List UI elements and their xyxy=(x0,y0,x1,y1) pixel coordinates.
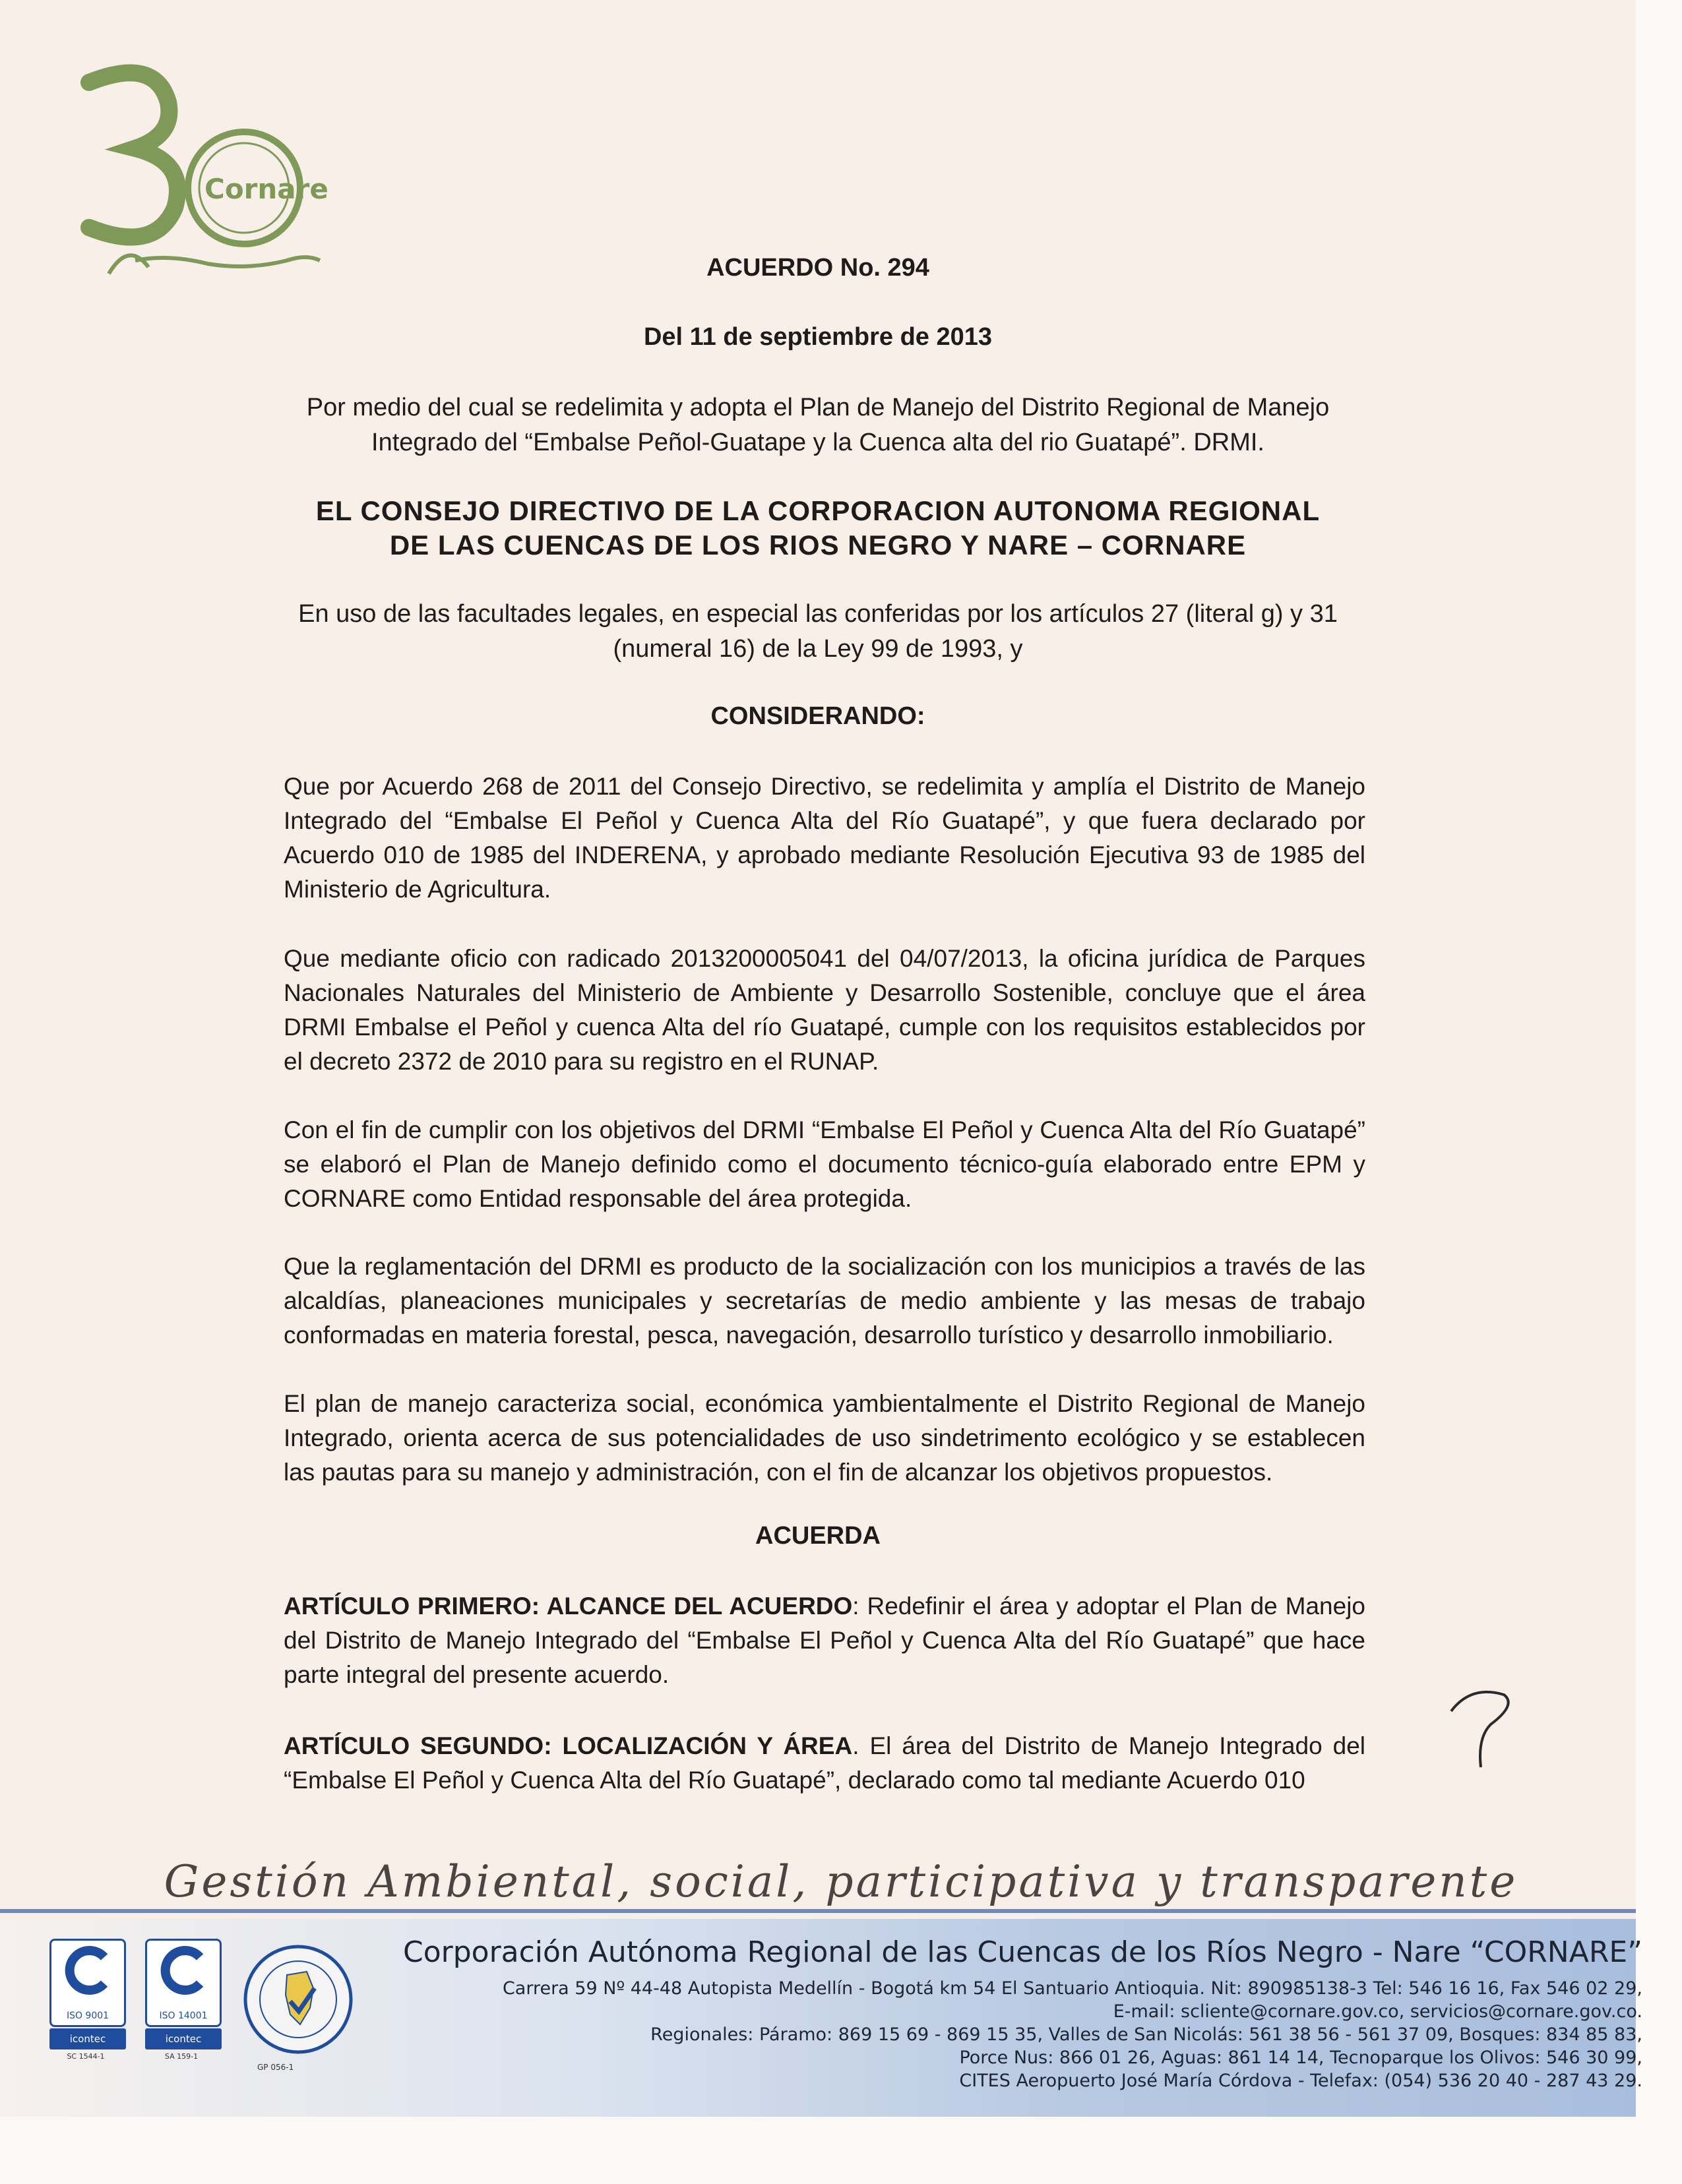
articulo-segundo-text: . El área del Distrito de Manejo Integrado del “Embalse El Peñol y Cuenca Alta del Río Guatapé”, declarado como tal mediante Acuerdo 010 xyxy=(284,1732,1365,1794)
considerando-heading: CONSIDERANDO: xyxy=(710,702,925,730)
footer-address: Carrera 59 Nº 44-48 Autopista Medellín - Bogotá km 54 El Santuario Antioquia. Nit: 890985138-3 Tel: 546 16 16, Fax 546 02 29, xyxy=(502,1978,1642,1999)
faculties-line-2: (numeral 16) de la Ley 99 de 1993, y xyxy=(613,635,1023,663)
footer-regionales-2: Porce Nus: 866 01 26, Aguas: 861 14 14, Tecnoparque los Olivos: 546 30 99, xyxy=(959,2048,1642,2068)
scan-margin-right xyxy=(1636,0,1682,2184)
iso-14001-icontec: icontec xyxy=(145,2028,222,2049)
articulo-segundo xyxy=(284,1729,1365,1798)
articulo-segundo-label: ARTÍCULO SEGUNDO: LOCALIZACIÓN Y ÁREA xyxy=(284,1732,853,1759)
iso-14001-code: SA 159-1 xyxy=(164,2052,199,2061)
considerando-paragraph-5: El plan de manejo caracteriza social, económica yambientalmente el Distrito Regional de Manejo Integrado, orienta acerca de sus potencialidades de uso sindetrimento ecológico y se establecen las pautas para su manejo y administración, con el fin de alcanzar los objetivos propuestos. xyxy=(284,1390,1365,1486)
iso-9001-label: ISO 9001 xyxy=(66,2011,109,2021)
considerando-paragraph-1: Que por Acuerdo 268 de 2011 del Consejo Directivo, se redelimita y amplía el Distrito de Manejo Integrado del “Embalse El Peñol y Cuenca Alta del Río Guatapé”, y que fuera declarado por Acuerdo 010 de 1985 del INDERENA, y aprobado mediante Resolución Ejecutiva 93 de 1985 del Ministerio de Agricultura. xyxy=(284,773,1365,903)
considerando-paragraph-3: Con el fin de cumplir con los objetivos del DRMI “Embalse El Peñol y Cuenca Alta del Río Guatapé” se elaboró el Plan de Manejo definido como el documento técnico-guía elaborado entre EPM y CORNARE como Entidad responsable del área protegida. xyxy=(284,1116,1365,1212)
icontec-c-icon xyxy=(51,1941,124,2000)
icontec-c-icon xyxy=(147,1941,220,2000)
considerando-paragraph-2: Que mediante oficio con radicado 2013200005041 del 04/07/2013, la oficina jurídica de Parques Nacionales Naturales del Ministerio de Ambiente y Desarrollo Sostenible, concluye que el área DRMI Embalse el Peñol y cuenca Alta del río Guatapé, cumple con los requisitos establecidos por el decreto 2372 de 2010 para su registro en el RUNAP. xyxy=(284,945,1365,1075)
iso-9001-icontec: icontec xyxy=(49,2028,126,2049)
document-date: Del 11 de septiembre de 2013 xyxy=(643,323,993,351)
subject-line-2: Integrado del “Embalse Peñol-Guatape y la Cuenca alta del rio Guatapé”. DRMI. xyxy=(371,429,1264,456)
footer-divider xyxy=(0,1909,1636,1913)
iso-9001-badge xyxy=(49,1939,122,2061)
iso-9001-code: SC 1544-1 xyxy=(67,2052,105,2061)
faculties-line-1: En uso de las facultades legales, en especial las conferidas por los artículos 27 (literal g) y 31 xyxy=(298,600,1338,628)
scan-margin-bottom xyxy=(0,2110,1682,2184)
articulo-primero-label: ARTÍCULO PRIMERO: ALCANCE DEL ACUERDO xyxy=(284,1592,853,1620)
footer-cites: CITES Aeropuerto José María Córdova - Telefax: (054) 536 20 40 - 287 43 29. xyxy=(959,2071,1642,2091)
subject-line-1: Por medio del cual se redelimita y adopta el Plan de Manejo del Distrito Regional de Manejo xyxy=(306,394,1330,421)
iso-14001-label: ISO 14001 xyxy=(159,2011,208,2021)
council-line-1: EL CONSEJO DIRECTIVO DE LA CORPORACION AUTONOMA REGIONAL xyxy=(315,495,1321,526)
footer-regionales-1: Regionales: Páramo: 869 15 69 - 869 15 35, Valles de San Nicolás: 561 38 56 - 561 37 09, Bosques: 834 85 83, xyxy=(650,2024,1642,2045)
iso-14001-badge xyxy=(145,1939,218,2061)
colombia-certification-seal-icon xyxy=(241,1942,356,2057)
footer-email: E-mail: scliente@cornare.gov.co, servicios@cornare.gov.co. xyxy=(1113,2001,1642,2022)
document-title: ACUERDO No. 294 xyxy=(706,254,929,282)
articulo-primero xyxy=(284,1589,1365,1692)
seal-code: GP 056-1 xyxy=(257,2063,294,2072)
council-line-2: DE LAS CUENCAS DE LOS RIOS NEGRO Y NARE – CORNARE xyxy=(389,530,1247,561)
acuerda-heading: ACUERDA xyxy=(755,1522,881,1550)
handwritten-initial xyxy=(1445,1685,1517,1771)
logo-brand: Cornare xyxy=(204,173,328,205)
considerando-paragraph-4: Que la reglamentación del DRMI es producto de la socialización con los municipios a través de las alcaldías, planeaciones municipales y secretarías de medio ambiente y las mesas de trabajo conformadas en materia forestal, pesca, navegación, desarrollo turístico y desarrollo inmobiliario. xyxy=(284,1253,1365,1349)
footer-corporation-name: Corporación Autónoma Regional de las Cuencas de los Ríos Negro - Nare “CORNARE” xyxy=(402,1935,1642,1969)
articulo-primero-text: : Redefinir el área y adoptar el Plan de Manejo del Distrito de Manejo Integrado del “Embalse El Peñol y Cuenca Alta del Río Guatapé” que hace parte integral del presente acuerdo. xyxy=(284,1592,1365,1688)
footer-motto: Gestión Ambiental, social, participativa y transparente xyxy=(164,1856,1518,1907)
